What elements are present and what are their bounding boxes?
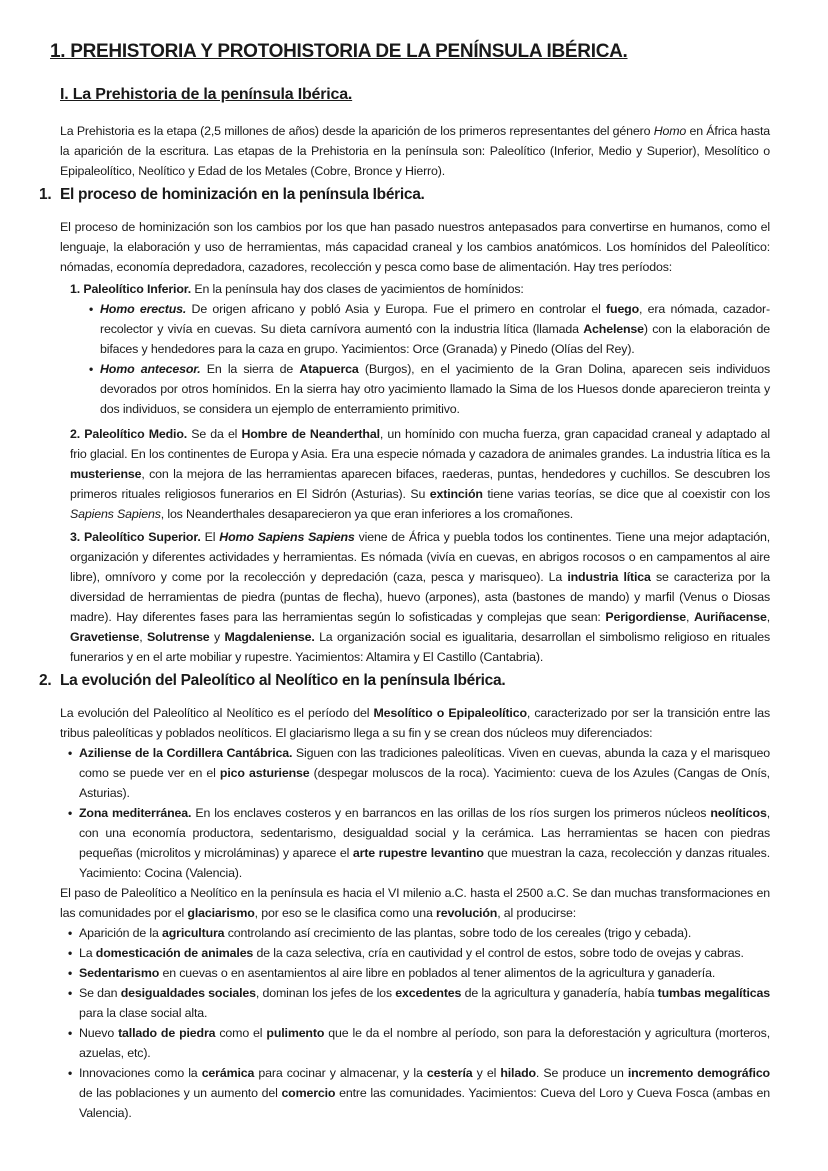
paleolitico-superior-paragraph: 3. Paleolítico Superior. El Homo Sapiens Sapiens viene de África y puebla todos los continentes. Tiene una mejor adaptación, organización y diferentes actividades y herramientas. Es nómada (vivía en cuevas, en abrigos rocosos o en campamentos al aire libre), omnívoro y come por la recolección y depredación (caza, pesca y marisqueo). La industria lítica se caracteriza por la diversidad de herramientas de piedra (puntas de flecha), huevo (arpones), asta (bastones de mando) y marfil (Venus o Diosas madre). Hay diferentes fases para las herramientas según lo sofisticadas y complejas que sean: Perigordiense, Auriñacense, Gravetiense, Solutrense y Magdaleniense. La organización social es igualitaria, desarrollan el simbolismo religioso en rituales funerarios y en el arte mobiliar y rupestre. Yacimientos: Altamira y El Castillo (Cantabria). <box>70 530 770 664</box>
bullet-domesticacion <box>68 943 770 963</box>
bullet-text: Aziliense de la Cordillera Cantábrica. Siguen con las tradiciones paleolíticas. Viven en cuevas, abunda la caza y el marisqueo como se puede ver en el pico asturiense (despegar moluscos de la roca). Yacimiento: cueva de los Azules (Cangas de Onís, Asturias). <box>79 746 771 800</box>
paleolitico-medio-paragraph: 2. Paleolítico Medio. Se da el Hombre de Neanderthal, un homínido con mucha fuerza, gran capacidad craneal y adaptado al frio glacial. En los continentes de Europa y Asia. Era una especie nómada y cazadora de animales grandes. La industria lítica es la musteriense, con la mejora de las herramientas aparecen bifaces, raederas, puntas, hendedores y cuchillos. Se descubren los primeros rituales religiosos funerarios en El Sidrón (Asturias). Su extinción tiene varias teorías, se dice que al coexistir con los Sapiens Sapiens, los Neanderthales desaparecieron ya que eran inferiores a los cromañones. <box>70 427 771 521</box>
bullet-text: Homo erectus. De origen africano y pobló Asia y Europa. Fue el primero en controlar el fuego, era nómada, cazador-recolector y vivía en cuevas. Su dieta carnívora aumentó con la industria lítica (llamada Achelense) con la elaboración de bifaces y hendedores para la caza en grupo. Yacimientos: Orce (Granada) y Pinedo (Olías del Rey). <box>100 302 770 356</box>
bullet-innovaciones <box>68 1063 770 1123</box>
bullet-tallado-piedra <box>68 1023 770 1063</box>
paso-neolitico-paragraph: El paso de Paleolítico a Neolítico en la península es hacia el VI milenio a.C. hasta el 2500 a.C. Se dan muchas transformaciones en las comunidades por el glaciarismo, por eso se le clasifica como una revolución, al producirse: <box>60 886 770 920</box>
bullet-icon: • <box>89 362 94 376</box>
bullet-icon: • <box>68 1066 73 1080</box>
intro-paragraph: La Prehistoria es la etapa (2,5 millones de años) desde la aparición de los primeros representantes del género Homo en África hasta la aparición de la escritura. Las etapas de la Prehistoria en la península son: Paleolítico (Inferior, Medio y Superior), Mesolítico o Epipaleolítico, Neolítico y Edad de los Metales (Cobre, Bronce y Hierro). <box>60 124 770 178</box>
bullet-text: Zona mediterránea. En los enclaves costeros y en barrancos en las orillas de los ríos surgen los primeros núcleos neolíticos, con una economía productora, sedentarismo, desigualdad social y la cerámica. Las herramientas se hacen con piedras pequeñas (microlitos y microláminas) y aparece el arte rupestre levantino que muestran la caza, recolección y danzas rituales. Yacimiento: Cocina (Valencia). <box>79 806 771 880</box>
section-subtitle: I. La Prehistoria de la península Ibérica. <box>60 86 353 103</box>
bullet-sedentarismo <box>68 963 770 983</box>
bullet-text: Innovaciones como la cerámica para cocinar y almacenar, y la cestería y el hilado. Se produce un incremento demográfico de las poblaciones y un aumento del comercio entre las comunidades. Yacimientos: Cueva del Loro y Cueva Fosca (ambas en Valencia). <box>79 1066 770 1120</box>
bullet-icon: • <box>68 806 73 820</box>
section-1-number: 1. <box>39 186 52 203</box>
section-1-intro: El proceso de hominización son los cambios por los que han pasado nuestros antepasados para convertirse en humanos, como el lenguaje, la elaboración y uso de herramientas, más capacidad craneal y los cambios anatómicos. Los homínidos del Paleolítico: nómadas, economía depredadora, cazadores, recolección y pesca como base de alimentación. Hay tres períodos: <box>60 220 770 274</box>
bullet-icon: • <box>68 746 73 760</box>
bullet-icon: • <box>68 926 73 940</box>
bullet-aziliense <box>68 743 771 803</box>
bullet-icon: • <box>89 302 94 316</box>
bullet-icon: • <box>68 966 73 980</box>
bullet-text: La domesticación de animales de la caza selectiva, cría en cautividad y el control de estos, sobre todo de ovejas y cabras. <box>79 946 744 960</box>
bullet-text: Nuevo tallado de piedra como el pulimento que le da el nombre al período, son para la deforestación y agricultura (morteros, azuelas, etc). <box>79 1026 770 1060</box>
bullet-agricultura <box>68 923 770 943</box>
paleolitico-inferior-paragraph: 1. Paleolítico Inferior. En la península hay dos clases de yacimientos de homínidos: <box>70 282 524 296</box>
section-2-number: 2. <box>39 672 52 689</box>
section-1-title: El proceso de hominización en la península Ibérica. <box>60 186 425 203</box>
bullet-homo-antecesor <box>89 359 770 419</box>
section-2-heading <box>39 672 505 690</box>
bullet-zona-mediterranea <box>68 803 771 883</box>
bullet-text: Aparición de la agricultura controlando así crecimiento de las plantas, sobre todo de los cereales (trigo y cebada). <box>79 926 692 940</box>
bullet-text: Sedentarismo en cuevas o en asentamientos al aire libre en poblados al tener alimentos de la agricultura y ganadería. <box>79 966 716 980</box>
bullet-homo-erectus <box>89 299 770 359</box>
bullet-icon: • <box>68 946 73 960</box>
section-2-title: La evolución del Paleolítico al Neolítico en la península Ibérica. <box>60 672 506 689</box>
document-title: 1. PREHISTORIA Y PROTOHISTORIA DE LA PENÍNSULA IBÉRICA. <box>50 41 628 62</box>
section-2-intro: La evolución del Paleolítico al Neolítico es el período del Mesolítico o Epipaleolítico, caracterizado por ser la transición entre las tribus paleolíticas y poblados neolíticos. El glaciarismo llega a su fin y se crean dos núcleos muy diferenciados: <box>60 706 771 740</box>
bullet-icon: • <box>68 1026 73 1040</box>
bullet-text: Homo antecesor. En la sierra de Atapuerca (Burgos), en el yacimiento de la Gran Dolina, aparecen seis individuos devorados por otros homínidos. En la sierra hay otro yacimiento llamado la Sima de los Huesos donde aparecieron treinta y dos individuos, se considera un ejemplo de enterramiento primitivo. <box>100 362 770 416</box>
bullet-icon: • <box>68 986 73 1000</box>
section-1-heading <box>39 186 425 204</box>
bullet-desigualdades <box>68 983 770 1023</box>
bullet-text: Se dan desigualdades sociales, dominan los jefes de los excedentes de la agricultura y ganadería, había tumbas megalíticas para la clase social alta. <box>79 986 770 1020</box>
